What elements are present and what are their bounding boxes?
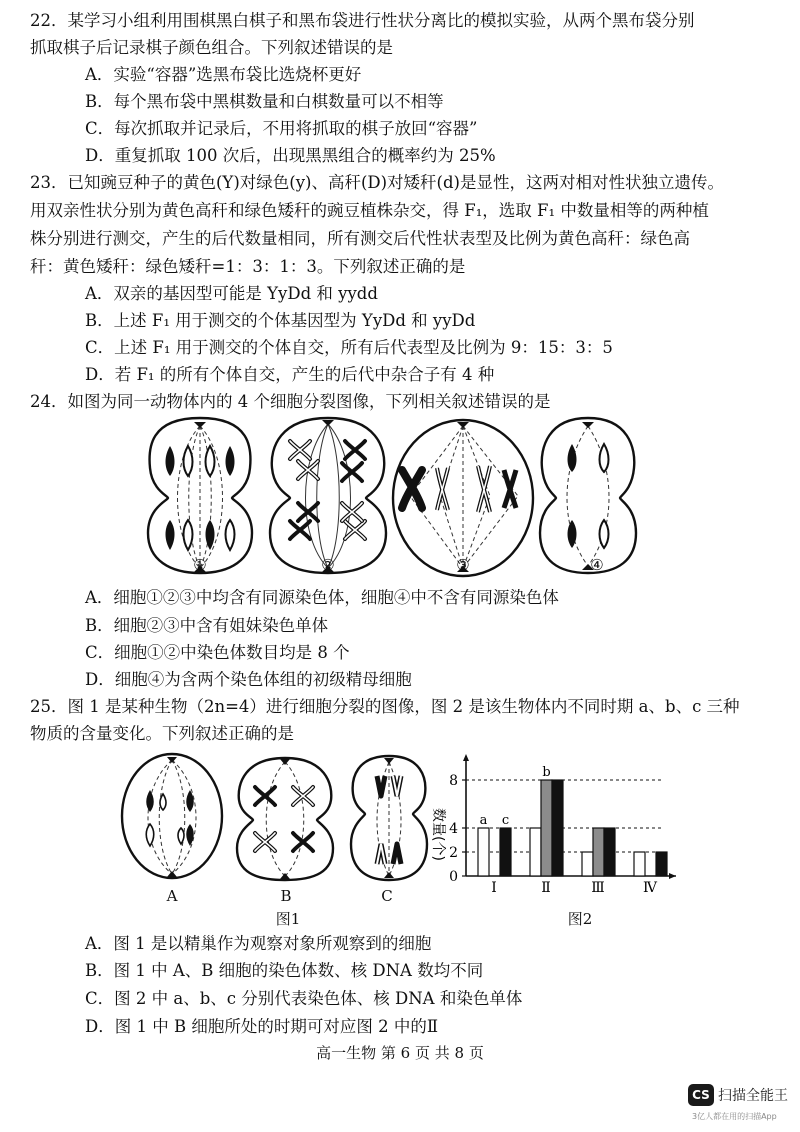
q23-stem-line-4: 秆：黄色矮秆：绿色矮秆=1：3：1：3。下列叙述正确的是 (30, 257, 466, 276)
bar-c-3 (604, 828, 615, 876)
cell-4-label: ④ (590, 556, 604, 574)
q23-option-b: B．上述 F₁ 用于测交的个体基因型为 YyDd 和 yyDd (85, 311, 476, 330)
cell-3-drawing (393, 420, 533, 576)
q25-stem-line-1: 25．图 1 是某种生物（2n=4）进行细胞分裂的图像，图 2 是该生物体内不同时期 a、b、c 三种 (30, 697, 740, 716)
cell-1-label: ① (193, 556, 207, 574)
y-tick-label: 4 (449, 821, 458, 837)
q22-option-a: A．实验“容器”选黑布袋比选烧杯更好 (85, 65, 362, 84)
x-tick-label: Ⅱ (541, 880, 551, 896)
x-axis-arrow-icon (669, 873, 676, 879)
bar-c-1 (500, 828, 511, 876)
q24-option-d: D．细胞④为含两个染色体组的初级精母细胞 (85, 670, 412, 689)
series-label-b: b (542, 765, 551, 780)
q25-stem-line-2: 物质的含量变化。下列叙述正确的是 (30, 724, 294, 743)
bar-b-2 (541, 780, 552, 876)
q23-option-d: D．若 F₁ 的所有个体自交，产生的后代中杂合子有 4 种 (85, 365, 495, 384)
q23-stem-line-2: 用双亲性状分别为黄色高秆和绿色矮秆的豌豆植株杂交，得 F₁，选取 F₁ 中数量相等的两种植 (30, 201, 709, 220)
chart-bars (478, 780, 667, 876)
q24-option-a: A．细胞①②③中均含有同源染色体，细胞④中不含有同源染色体 (85, 588, 559, 607)
series-label-a: a (479, 813, 488, 828)
fig1-cell-c (351, 756, 427, 880)
x-tick-label: Ⅳ (643, 880, 657, 896)
fig1-label-c: C (381, 887, 393, 905)
bar-a-1 (478, 828, 489, 876)
y-tick-label: 8 (449, 773, 458, 789)
q25-option-c: C．图 2 中 a、b、c 分别代表染色体、核 DNA 和染色单体 (85, 989, 523, 1008)
figure-1-cells (115, 748, 435, 888)
q22-stem-line-1: 22．某学习小组利用围棋黑白棋子和黑布袋进行性状分离比的模拟实验，从两个黑布袋分别 (30, 11, 695, 30)
q24-cell-division-figure (140, 408, 640, 586)
q23-stem-line-3: 株分别进行测交，产生的后代数量相同，所有测交后代性状表型及比例为黄色高秆：绿色高 (30, 229, 690, 248)
chart-y-axis-label: 数量(个) (430, 808, 446, 861)
bar-a-2 (530, 828, 541, 876)
y-tick-label: 2 (449, 845, 458, 861)
q24-option-b: B．细胞②③中含有姐妹染色单体 (85, 616, 329, 635)
fig1-cell-b (237, 758, 333, 880)
q22-stem-line-2: 抓取棋子后记录棋子颜色组合。下列叙述错误的是 (30, 38, 393, 57)
series-label-c: c (501, 813, 510, 828)
q23-option-c: C．上述 F₁ 用于测交的个体自交，所有后代表型及比例为 9：15：3：5 (85, 338, 613, 357)
q22-option-d: D．重复抓取 100 次后，出现黑黑组合的概率约为 25% (85, 146, 496, 165)
q24-stem: 24．如图为同一动物体内的 4 个细胞分裂图像，下列相关叙述错误的是 (30, 392, 551, 411)
scanner-watermark (688, 1084, 796, 1124)
q22-option-c: C．每次抓取并记录后，不用将抓取的棋子放回“容器” (85, 119, 478, 138)
x-tick-label: Ⅲ (591, 880, 605, 896)
page-footer: 高一生物 第 6 页 共 8 页 (316, 1044, 484, 1062)
bar-b-3 (593, 828, 604, 876)
brand-name: 扫描全能王 (718, 1088, 788, 1104)
fig1-cell-a (122, 754, 222, 878)
q25-option-a: A．图 1 是以精巢作为观察对象所观察到的细胞 (85, 934, 432, 953)
fig1-label-a: A (166, 887, 178, 905)
cell-2-label: ② (321, 556, 335, 574)
figure-2-bar-chart (420, 748, 690, 898)
y-axis-arrow-icon (463, 754, 469, 761)
fig2-caption: 图2 (567, 910, 593, 928)
q23-stem-line-1: 23．已知豌豆种子的黄色(Y)对绿色(y)、高秆(D)对矮秆(d)是显性，这两对相对性状独立遗传。 (30, 173, 724, 192)
q22-option-b: B．每个黑布袋中黑棋数量和白棋数量可以不相等 (85, 92, 444, 111)
bar-c-4 (656, 852, 667, 876)
cell-2-drawing (270, 418, 386, 573)
cell-3-label: ③ (456, 556, 470, 574)
cs-logo-icon: CS (688, 1084, 714, 1106)
cell-4-drawing (540, 418, 636, 573)
q23-option-a: A．双亲的基因型可能是 YyDd 和 yydd (85, 284, 378, 303)
q24-option-c: C．细胞①②中染色体数目均是 8 个 (85, 643, 350, 662)
bar-a-3 (582, 852, 593, 876)
brand-tagline: 3亿人都在用的扫描App (692, 1112, 777, 1121)
bar-c-2 (552, 780, 563, 876)
y-tick-label: 0 (449, 869, 458, 885)
q25-option-b: B．图 1 中 A、B 细胞的染色体数、核 DNA 数均不同 (85, 961, 484, 980)
fig1-caption: 图1 (275, 910, 301, 928)
fig1-label-b: B (280, 887, 292, 905)
q25-option-d: D．图 1 中 B 细胞所处的时期可对应图 2 中的Ⅱ (85, 1017, 439, 1036)
bar-a-4 (634, 852, 645, 876)
cell-1-drawing (148, 418, 252, 573)
x-tick-label: Ⅰ (491, 880, 497, 896)
